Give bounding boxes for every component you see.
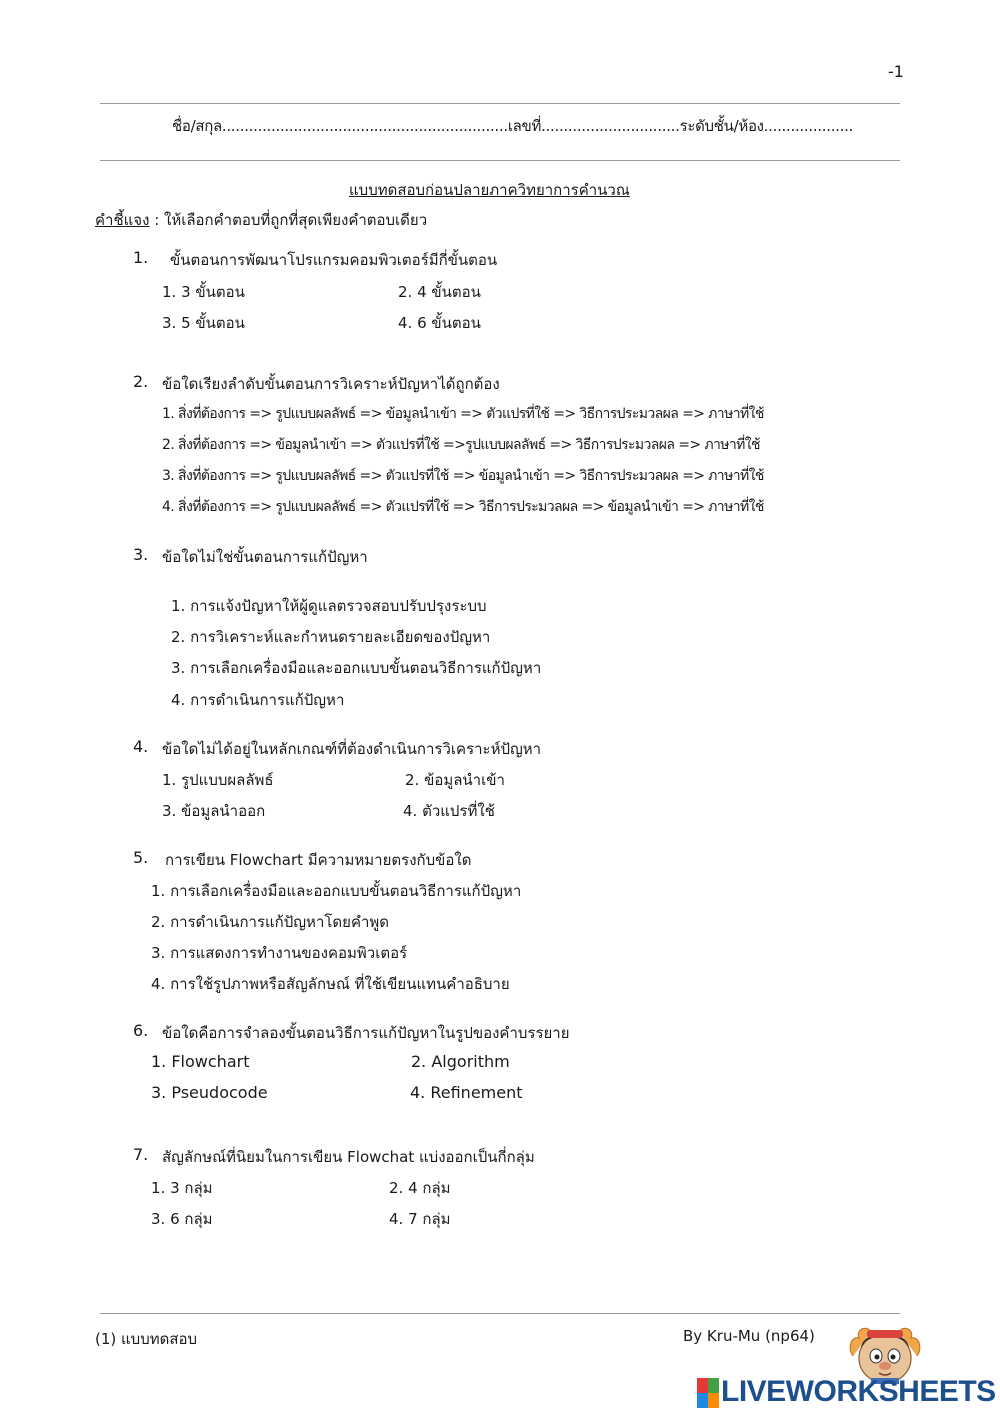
question-7-option-1[interactable]: 1. 3 กลุ่ม (151, 1179, 213, 1197)
question-7-text: สัญลักษณ์ที่นิยมในการเขียน Flowchat แบ่งออกเป็นกี่กลุ่ม (162, 1148, 535, 1166)
page-number: -1 (888, 62, 904, 81)
question-4-option-4[interactable]: 4. ตัวแปรที่ใช้ (403, 802, 495, 820)
question-4-text: ข้อใดไม่ได้อยู่ในหลักเกณฑ์ที่ต้องดำเนินการวิเคราะห์ปัญหา (162, 740, 542, 758)
logo-text: LIVEWORKSHEETS (721, 1375, 996, 1408)
question-4-option-1[interactable]: 1. รูปแบบผลลัพธ์ (162, 771, 274, 789)
question-3-number: 3. (133, 545, 149, 564)
question-1-text: ขั้นตอนการพัฒนาโปรแกรมคอมพิวเตอร์มีกี่ขั้นตอน (170, 251, 498, 269)
question-2-number: 2. (133, 372, 149, 391)
question-5-text: การเขียน Flowchart มีความหมายตรงกับข้อใด (165, 851, 472, 869)
header-bottom-rule (100, 160, 900, 161)
question-4-option-3[interactable]: 3. ข้อมูลนำออก (162, 802, 266, 820)
question-7-number: 7. (133, 1145, 149, 1164)
instruction (95, 208, 427, 232)
question-3-option-4[interactable]: 4. การดำเนินการแก้ปัญหา (171, 691, 345, 709)
question-1-option-1[interactable]: 1. 3 ขั้นตอน (162, 283, 245, 301)
question-1-option-3[interactable]: 3. 5 ขั้นตอน (162, 314, 245, 332)
footer-rule (100, 1313, 900, 1314)
instruction-label: คำชี้แจง (95, 211, 150, 229)
question-6-option-4[interactable]: 4. Refinement (410, 1083, 523, 1102)
question-2-option-4[interactable]: 4. สิ่งที่ต้องการ => รูปแบบผลลัพธ์ => ตัวแปรที่ใช้ => วิธีการประมวลผล => ข้อมูลนำเข้า => ภาษาที่ใช้ (162, 499, 764, 515)
liveworksheets-logo[interactable] (697, 1376, 995, 1410)
logo-badge-icon (697, 1378, 719, 1408)
question-3-option-3[interactable]: 3. การเลือกเครื่องมือและออกแบบขั้นตอนวิธีการแก้ปัญหา (171, 659, 542, 677)
question-5-option-3[interactable]: 3. การแสดงการทำงานของคอมพิวเตอร์ (151, 944, 408, 962)
question-3-option-2[interactable]: 2. การวิเคราะห์และกำหนดรายละเอียดของปัญหา (171, 628, 491, 646)
footer-right: By Kru-Mu (np64) (683, 1327, 815, 1345)
question-6-option-2[interactable]: 2. Algorithm (411, 1052, 510, 1071)
question-5-number: 5. (133, 848, 149, 867)
question-4-option-2[interactable]: 2. ข้อมูลนำเข้า (405, 771, 505, 789)
footer-left: (1) แบบทดสอบ (95, 1330, 198, 1348)
question-5-option-1[interactable]: 1. การเลือกเครื่องมือและออกแบบขั้นตอนวิธีการแก้ปัญหา (151, 882, 522, 900)
question-6-number: 6. (133, 1021, 149, 1040)
question-6-text: ข้อใดคือการจำลองขั้นตอนวิธีการแก้ปัญหาในรูปของคำบรรยาย (162, 1024, 570, 1042)
page-title: แบบทดสอบก่อนปลายภาควิทยาการคำนวณ (349, 181, 630, 199)
name-field[interactable]: ชื่อ/สกุล................................................................เลขที่...............................ระดับชั้น/ห้อง.................... (172, 117, 854, 135)
question-6-option-3[interactable]: 3. Pseudocode (151, 1083, 268, 1102)
question-2-text: ข้อใดเรียงลำดับขั้นตอนการวิเคราะห์ปัญหาได้ถูกต้อง (162, 375, 500, 393)
instruction-text: : ให้เลือกคำตอบที่ถูกที่สุดเพียงคำตอบเดียว (149, 211, 428, 229)
question-7-option-2[interactable]: 2. 4 กลุ่ม (389, 1179, 451, 1197)
question-1-option-2[interactable]: 2. 4 ขั้นตอน (398, 283, 481, 301)
question-4-number: 4. (133, 737, 149, 756)
question-1-number: 1. (133, 248, 149, 267)
question-2-option-3[interactable]: 3. สิ่งที่ต้องการ => รูปแบบผลลัพธ์ => ตัวแปรที่ใช้ => ข้อมูลนำเข้า => วิธีการประมวลผล => ภาษาที่ใช้ (162, 468, 764, 484)
question-1-option-4[interactable]: 4. 6 ขั้นตอน (398, 314, 481, 332)
question-5-option-4[interactable]: 4. การใช้รูปภาพหรือสัญลักษณ์ ที่ใช้เขียนแทนคำอธิบาย (151, 975, 510, 993)
question-3-option-1[interactable]: 1. การแจ้งปัญหาให้ผู้ดูแลตรวจสอบปรับปรุงระบบ (171, 597, 487, 615)
question-5-option-2[interactable]: 2. การดำเนินการแก้ปัญหาโดยคำพูด (151, 913, 390, 931)
question-7-option-4[interactable]: 4. 7 กลุ่ม (389, 1210, 451, 1228)
question-2-option-1[interactable]: 1. สิ่งที่ต้องการ => รูปแบบผลลัพธ์ => ข้อมูลนำเข้า => ตัวแปรที่ใช้ => วิธีการประมวลผล => ภาษาที่ใช้ (162, 406, 764, 422)
question-6-option-1[interactable]: 1. Flowchart (151, 1052, 250, 1071)
question-3-text: ข้อใดไม่ใช่ขั้นตอนการแก้ปัญหา (162, 548, 368, 566)
question-2-option-2[interactable]: 2. สิ่งที่ต้องการ => ข้อมูลนำเข้า => ตัวแปรที่ใช้ =>รูปแบบผลลัพธ์ => วิธีการประมวลผล => ภาษาที่ใช้ (162, 437, 760, 453)
question-7-option-3[interactable]: 3. 6 กลุ่ม (151, 1210, 213, 1228)
top-rule (100, 103, 900, 104)
